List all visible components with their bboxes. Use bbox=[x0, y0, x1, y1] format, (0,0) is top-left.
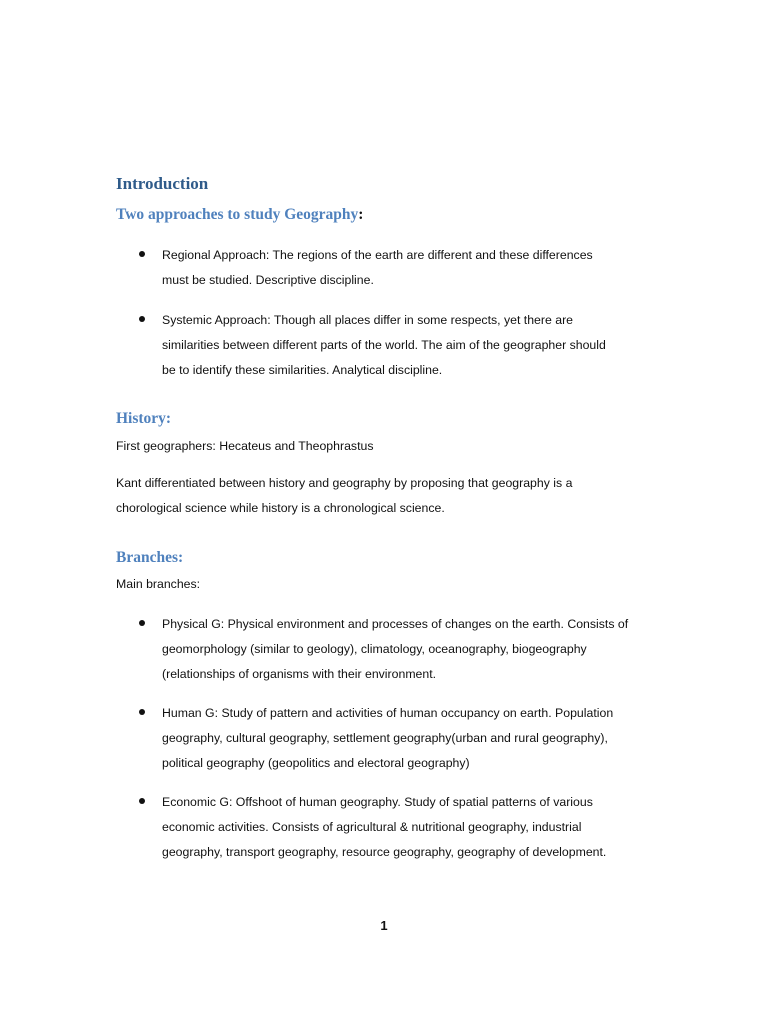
list-item-economic-geography bbox=[162, 790, 662, 865]
list-item-line: Human G: Study of pattern and activities of human occupancy on earth. Population bbox=[162, 706, 614, 720]
bullet-icon bbox=[139, 620, 145, 626]
list-item-regional-approach bbox=[162, 243, 662, 293]
list-item-line: (relationships of organisms with their environment. bbox=[162, 667, 437, 681]
bullet-icon bbox=[139, 709, 145, 715]
approaches-heading-colon: : bbox=[358, 206, 364, 223]
approaches-heading bbox=[116, 206, 363, 224]
bullet-icon bbox=[139, 316, 145, 322]
list-item-line: similarities between different parts of the world. The aim of the geographer should bbox=[162, 338, 606, 352]
paragraph-line: chorological science while history is a chronological science. bbox=[116, 501, 445, 515]
list-item-systemic-approach bbox=[162, 308, 662, 383]
list-item-line: must be studied. Descriptive discipline. bbox=[162, 273, 374, 287]
list-item-line: geography, cultural geography, settlement geography(urban and rural geography), bbox=[162, 731, 608, 745]
list-item-line: Physical G: Physical environment and processes of changes on the earth. Consists of bbox=[162, 617, 629, 631]
list-item-line: political geography (geopolitics and electoral geography) bbox=[162, 756, 470, 770]
page-title: Introduction bbox=[116, 174, 209, 193]
bullet-icon bbox=[139, 798, 145, 804]
bullet-icon bbox=[139, 251, 145, 257]
history-kant-paragraph bbox=[116, 471, 646, 521]
list-item-line: economic activities. Consists of agricultural & nutritional geography, industrial bbox=[162, 820, 582, 834]
paragraph-line: Kant differentiated between history and geography by proposing that geography is a bbox=[116, 476, 573, 490]
page-number: 1 bbox=[380, 918, 388, 933]
list-item-line: geography, transport geography, resource geography, geography of development. bbox=[162, 845, 607, 859]
list-item-line: geomorphology (similar to geology), climatology, oceanography, biogeography bbox=[162, 642, 587, 656]
list-item-line: Systemic Approach: Though all places differ in some respects, yet there are bbox=[162, 313, 574, 327]
branches-heading: Branches: bbox=[116, 549, 184, 566]
history-first-geographers: First geographers: Hecateus and Theophrastus bbox=[116, 439, 374, 453]
list-item-physical-geography bbox=[162, 612, 662, 687]
branches-intro: Main branches: bbox=[116, 577, 201, 591]
approaches-heading-text: Two approaches to study Geography bbox=[116, 206, 359, 223]
list-item-line: be to identify these similarities. Analytical discipline. bbox=[162, 363, 443, 377]
list-item-human-geography bbox=[162, 701, 662, 776]
history-heading: History: bbox=[116, 410, 172, 427]
list-item-line: Regional Approach: The regions of the earth are different and these differences bbox=[162, 248, 593, 262]
list-item-line: Economic G: Offshoot of human geography. Study of spatial patterns of various bbox=[162, 795, 593, 809]
